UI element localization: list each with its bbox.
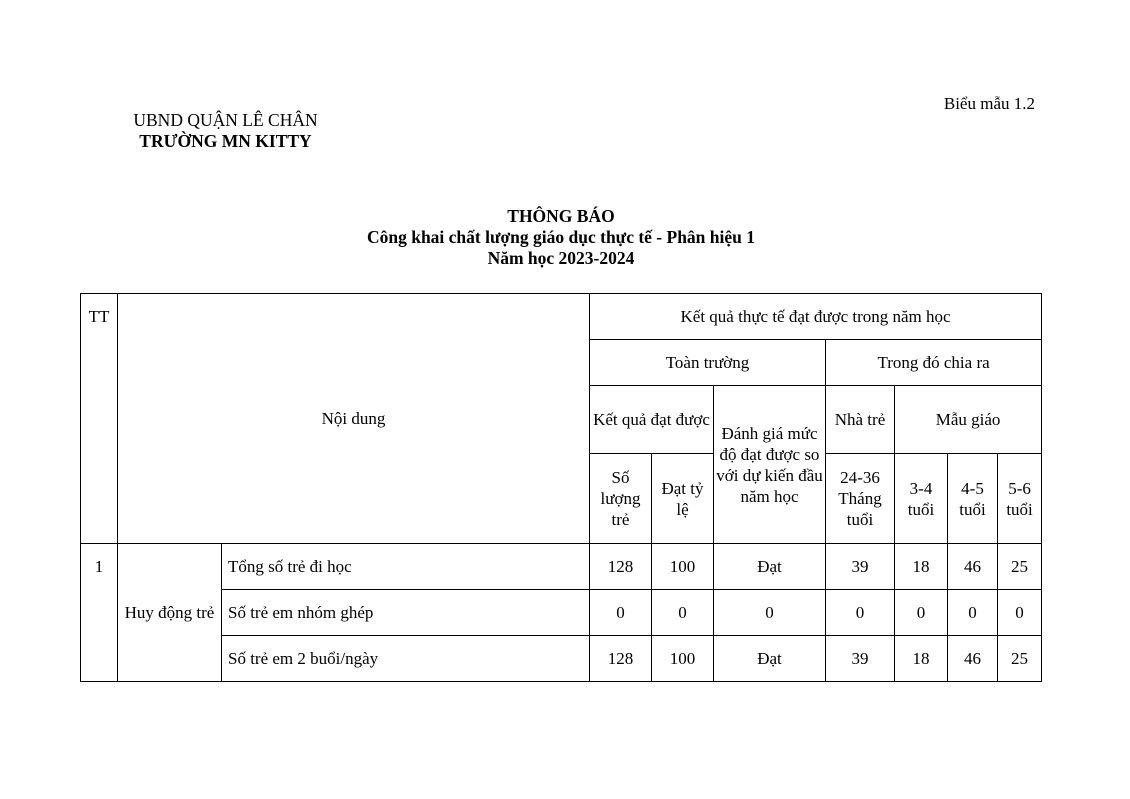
- document-heading: [0, 206, 1122, 269]
- row-count: 128: [590, 544, 652, 590]
- row-rate: 0: [652, 590, 714, 636]
- document-subtitle: Công khai chất lượng giáo dục thực tế - Phân hiệu 1: [366, 227, 756, 247]
- header-whole-school: Toàn trường: [590, 340, 826, 386]
- row-item: Tổng số trẻ đi học: [222, 544, 590, 590]
- form-code: Biểu mẫu 1.2: [943, 94, 1035, 113]
- header-count: Số lượng trẻ: [590, 454, 652, 544]
- header-breakdown: Trong đó chia ra: [826, 340, 1042, 386]
- header-age-5-6: 5-6 tuổi: [998, 454, 1042, 544]
- row-count: 128: [590, 636, 652, 682]
- table-row: [81, 544, 1042, 590]
- row-age-4-5: 0: [948, 590, 998, 636]
- row-age-5-6: 0: [998, 590, 1042, 636]
- header-age-3-4: 3-4 tuổi: [895, 454, 948, 544]
- row-age-5-6: 25: [998, 544, 1042, 590]
- organization-block: [118, 110, 333, 152]
- row-evaluation: 0: [714, 590, 826, 636]
- row-evaluation: Đạt: [714, 636, 826, 682]
- row-nursery-24-36: 39: [826, 636, 895, 682]
- document-title: THÔNG BÁO: [507, 206, 615, 226]
- header-kindergarten: Mẫu giáo: [895, 386, 1042, 454]
- row-count: 0: [590, 590, 652, 636]
- group-name: Huy động trẻ: [118, 544, 222, 682]
- header-results: Kết quả thực tế đạt được trong năm học: [590, 294, 1042, 340]
- header-evaluation: Đánh giá mức độ đạt được so với dự kiến đầu năm học: [714, 386, 826, 544]
- row-rate: 100: [652, 636, 714, 682]
- school-name: TRƯỜNG MN KITTY: [139, 131, 312, 151]
- row-nursery-24-36: 0: [826, 590, 895, 636]
- header-nursery: Nhà trẻ: [826, 386, 895, 454]
- header-achieved: Kết quả đạt được: [590, 386, 714, 454]
- quality-report-table: [80, 293, 1042, 682]
- row-age-4-5: 46: [948, 544, 998, 590]
- district-name: UBND QUẬN LÊ CHÂN: [133, 110, 318, 130]
- header-content: Nội dung: [118, 294, 590, 544]
- group-tt: 1: [81, 544, 118, 682]
- school-year: Năm học 2023-2024: [487, 248, 635, 268]
- row-item: Số trẻ em 2 buổi/ngày: [222, 636, 590, 682]
- header-tt: TT: [81, 294, 118, 544]
- header-rate: Đạt tỷ lệ: [652, 454, 714, 544]
- row-age-5-6: 25: [998, 636, 1042, 682]
- row-age-3-4: 18: [895, 544, 948, 590]
- header-age-24-36: 24-36 Tháng tuổi: [826, 454, 895, 544]
- row-rate: 100: [652, 544, 714, 590]
- table-row: [81, 590, 1042, 636]
- header-age-4-5: 4-5 tuổi: [948, 454, 998, 544]
- row-evaluation: Đạt: [714, 544, 826, 590]
- row-nursery-24-36: 39: [826, 544, 895, 590]
- row-item: Số trẻ em nhóm ghép: [222, 590, 590, 636]
- table-row: [81, 636, 1042, 682]
- row-age-3-4: 0: [895, 590, 948, 636]
- row-age-4-5: 46: [948, 636, 998, 682]
- row-age-3-4: 18: [895, 636, 948, 682]
